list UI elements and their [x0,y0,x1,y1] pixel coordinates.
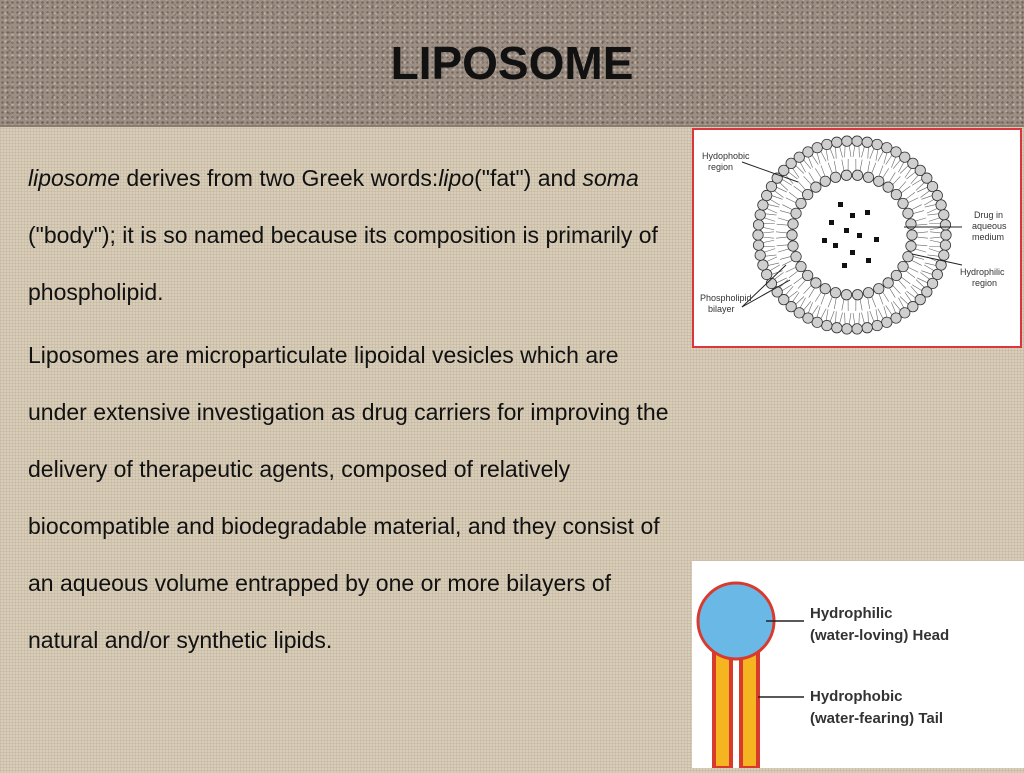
lipid-head [862,323,872,333]
lipid-head [842,136,852,146]
bilayer-line2: bilayer [708,304,735,314]
lipid-head [941,230,951,240]
lipid-head [753,240,763,250]
lipid-head [898,261,908,271]
lipid-head [820,176,830,186]
lipid-head [906,241,916,251]
lipid-head [830,172,840,182]
lipid-head [882,142,892,152]
etymology-text-3: ("body"); it is so named because its composition is primarily of phospholipid. [28,222,658,305]
lipid-head [940,240,950,250]
lipid-head [903,251,913,261]
tail-right [741,653,758,768]
lipid-head [906,219,916,229]
lipid-head [788,241,798,251]
lipid-head [802,189,812,199]
etymology-text-2: ("fat") and [474,165,582,191]
lipid-head [812,142,822,152]
lipid-head [753,230,763,240]
lipid-head [788,219,798,229]
lipid-head [863,172,873,182]
lipid-head [812,317,822,327]
lipid-head [796,198,806,208]
hydrophilic-line2: region [972,278,997,288]
lipid-head [852,290,862,300]
term-liposome: liposome [28,165,120,191]
label-head-line1: Hydrophilic [810,605,893,622]
lipid-head [761,269,771,279]
lipid-head [939,210,949,220]
lipid-head [811,278,821,288]
lipid-head [874,284,884,294]
label-hydrophobic-region [702,151,750,172]
lipid-head [862,137,872,147]
lipid-head [820,284,830,294]
lipid-head [832,137,842,147]
label-tail-line2: (water-fearing) Tail [810,710,943,727]
label-tail-line1: Hydrophobic [810,688,903,705]
liposome-diagram [692,128,1022,348]
lipid-head [883,278,893,288]
paragraph-etymology [28,150,678,321]
lipid-head [940,220,950,230]
lipid-head [802,270,812,280]
lipid-head [803,147,813,157]
slide-body [28,150,678,675]
lipid-head [758,260,768,270]
lipid-head [842,324,852,334]
lipid-head [939,250,949,260]
label-hydrophilic-region [960,267,1005,288]
lipid-head [841,170,851,180]
slide-title: LIPOSOME [0,36,1024,90]
term-lipo: lipo [438,165,474,191]
lipid-head [852,136,862,146]
lipid-head [891,313,901,323]
lipid-head [883,182,893,192]
lipid-head [907,230,917,240]
hydrophobic-line2: region [708,162,733,172]
lipid-head [891,270,901,280]
lipid-head [822,320,832,330]
lipid-head [753,220,763,230]
lipid-head [872,139,882,149]
bilayer-line1: Phospholipid [700,293,752,303]
lipid-head [832,323,842,333]
lipid-head [932,190,942,200]
lipid-head [791,251,801,261]
lipid-head [791,208,801,218]
hydrophobic-line1: Hydophobic [702,151,750,161]
lipid-head [891,189,901,199]
lipid-head [822,139,832,149]
lipid-head [852,324,862,334]
lipid-head [811,182,821,192]
lipid-head [936,200,946,210]
drug-line1: Drug in [974,210,1003,220]
phospholipid-diagram [692,561,1024,768]
label-drug-in-aqueous [972,210,1007,242]
label-head-line2: (water-loving) Head [810,627,949,644]
drug-particles [822,202,879,268]
lipid-head [841,290,851,300]
liposome-diagram-svg [694,130,1020,346]
hydrophilic-head [698,583,774,659]
outer-phospholipid-layer [753,136,951,334]
paragraph-definition: Liposomes are microparticulate lipoidal vesicles which are under extensive investigation as drug carriers for improving the delivery of therapeutic agents, composed of relatively biocompatible and biodegradable material, and they consist of an aqueous volume entrapped by one or more bilayers of natural and/or synthetic lipids. [28,327,678,669]
lipid-head [755,250,765,260]
hydrophilic-line1: Hydrophilic [960,267,1005,277]
phospholipid-diagram-svg [692,561,1024,768]
lipid-head [863,288,873,298]
lipid-head [852,170,862,180]
lipid-head [872,320,882,330]
lipid-head [874,176,884,186]
term-soma: soma [583,165,639,191]
lipid-head [796,261,806,271]
lipid-head [758,200,768,210]
drug-line3: medium [972,232,1004,242]
lipid-head [903,208,913,218]
etymology-text-1: derives from two Greek words: [120,165,438,191]
tail-left [714,653,731,768]
lipid-head [898,198,908,208]
drug-line2: aqueous [972,221,1007,231]
lipid-head [882,317,892,327]
lipid-head [787,230,797,240]
lipid-head [830,288,840,298]
lipid-head [755,210,765,220]
label-phospholipid-bilayer [700,293,752,314]
title-divider [0,125,1024,127]
inner-phospholipid-layer [776,159,928,311]
